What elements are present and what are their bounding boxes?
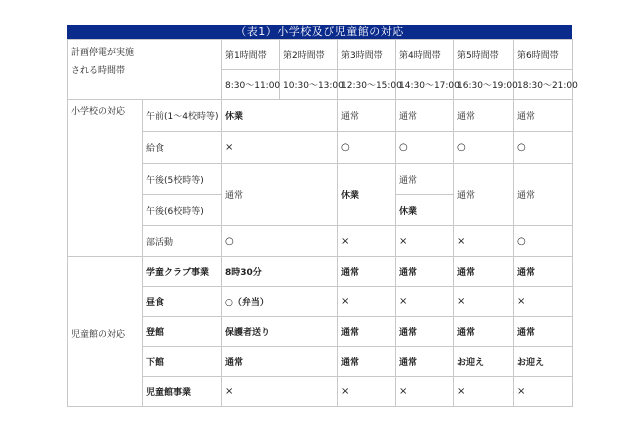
row-label: 給食 xyxy=(143,132,222,164)
cell-p5-merged: 通常 xyxy=(454,164,514,226)
cell-p5: × xyxy=(454,287,514,317)
cell-p4: 通常 xyxy=(396,347,454,377)
cell-p5: ○ xyxy=(454,132,514,164)
header-row-periods xyxy=(68,40,573,70)
cell-p6: ○ xyxy=(514,132,573,164)
period-1: 第1時間帯 xyxy=(222,40,280,70)
cell-p6: × xyxy=(514,377,573,407)
cell-p12: 休業 xyxy=(222,100,338,132)
time-2: 10:30〜13:00 xyxy=(280,70,338,100)
time-6: 18:30〜21:00 xyxy=(514,70,573,100)
cell-p5: 通常 xyxy=(454,317,514,347)
period-2: 第2時間帯 xyxy=(280,40,338,70)
cell-p12: ○（弁当） xyxy=(222,287,338,317)
cell-p12: × xyxy=(222,132,338,164)
row-label: 午後(5校時等) xyxy=(143,164,222,195)
cell-p3: ○ xyxy=(338,132,396,164)
time-3: 12:30〜15:00 xyxy=(338,70,396,100)
cell-p5: × xyxy=(454,377,514,407)
row-label: 下館 xyxy=(143,347,222,377)
table-row xyxy=(68,287,573,317)
cell-p4: ○ xyxy=(396,132,454,164)
row-label: 昼食 xyxy=(143,287,222,317)
cell-p5: 通常 xyxy=(454,100,514,132)
cell-p3: 通常 xyxy=(338,347,396,377)
row-label: 児童館事業 xyxy=(143,377,222,407)
cell-p4: × xyxy=(396,377,454,407)
row-label: 午前(1〜4校時等) xyxy=(143,100,222,132)
cell-p5: × xyxy=(454,226,514,257)
cell-p4: × xyxy=(396,287,454,317)
time-1: 8:30〜11:00 xyxy=(222,70,280,100)
row-label: 登館 xyxy=(143,317,222,347)
cell-p6-merged: 通常 xyxy=(514,164,573,226)
table-row xyxy=(68,377,573,407)
cell-p12: 保護者送り xyxy=(222,317,338,347)
period-5: 第5時間帯 xyxy=(454,40,514,70)
cell-p3: × xyxy=(338,377,396,407)
cell-p3-merged: 休業 xyxy=(338,164,396,226)
outage-response-table-frame xyxy=(67,25,578,407)
row-label: 午後(6校時等) xyxy=(143,195,222,226)
cell-p4: 通常 xyxy=(396,257,454,287)
table-row xyxy=(68,226,573,257)
cell-p4: 通常 xyxy=(396,100,454,132)
cell-p3: × xyxy=(338,226,396,257)
cell-p6: 通常 xyxy=(514,257,573,287)
time-5: 16:30〜19:00 xyxy=(454,70,514,100)
row-label: 学童クラブ事業 xyxy=(143,257,222,287)
time-4: 14:30〜17:00 xyxy=(396,70,454,100)
cell-p3: 通常 xyxy=(338,257,396,287)
table-row xyxy=(68,132,573,164)
cell-p5: 通常 xyxy=(454,257,514,287)
header-label-line1: 計画停電が実施 xyxy=(71,48,135,58)
table-row xyxy=(68,100,573,132)
table-row xyxy=(68,164,573,195)
table-row xyxy=(68,347,573,377)
row-label: 部活動 xyxy=(143,226,222,257)
header-label-line2: される時間帯 xyxy=(71,66,126,76)
cell-p4: 通常 xyxy=(396,164,454,195)
cell-p12: × xyxy=(222,377,338,407)
cell-p6: お迎え xyxy=(514,347,573,377)
period-3: 第3時間帯 xyxy=(338,40,396,70)
kids-group-label: 児童館の対応 xyxy=(68,257,143,407)
cell-p4: 通常 xyxy=(396,317,454,347)
cell-p3: 通常 xyxy=(338,317,396,347)
table-title: （表1）小学校及び児童館の対応 xyxy=(67,25,572,39)
period-4: 第4時間帯 xyxy=(396,40,454,70)
cell-p5: お迎え xyxy=(454,347,514,377)
header-label-cell xyxy=(68,40,222,100)
period-6: 第6時間帯 xyxy=(514,40,573,70)
school-group-label: 小学校の対応 xyxy=(68,100,143,257)
cell-p6: ○ xyxy=(514,226,573,257)
cell-p12-merged: 通常 xyxy=(222,164,338,226)
table-row xyxy=(68,257,573,287)
cell-p6: 通常 xyxy=(514,100,573,132)
table-row xyxy=(68,317,573,347)
cell-p4: 休業 xyxy=(396,195,454,226)
cell-p3: 通常 xyxy=(338,100,396,132)
cell-p6: 通常 xyxy=(514,317,573,347)
cell-p12: 通常 xyxy=(222,347,338,377)
cell-p12: 8時30分 xyxy=(222,257,338,287)
response-table xyxy=(67,39,578,407)
cell-p3: × xyxy=(338,287,396,317)
cell-p4: × xyxy=(396,226,454,257)
cell-p12: ○ xyxy=(222,226,338,257)
cell-p6: × xyxy=(514,287,573,317)
